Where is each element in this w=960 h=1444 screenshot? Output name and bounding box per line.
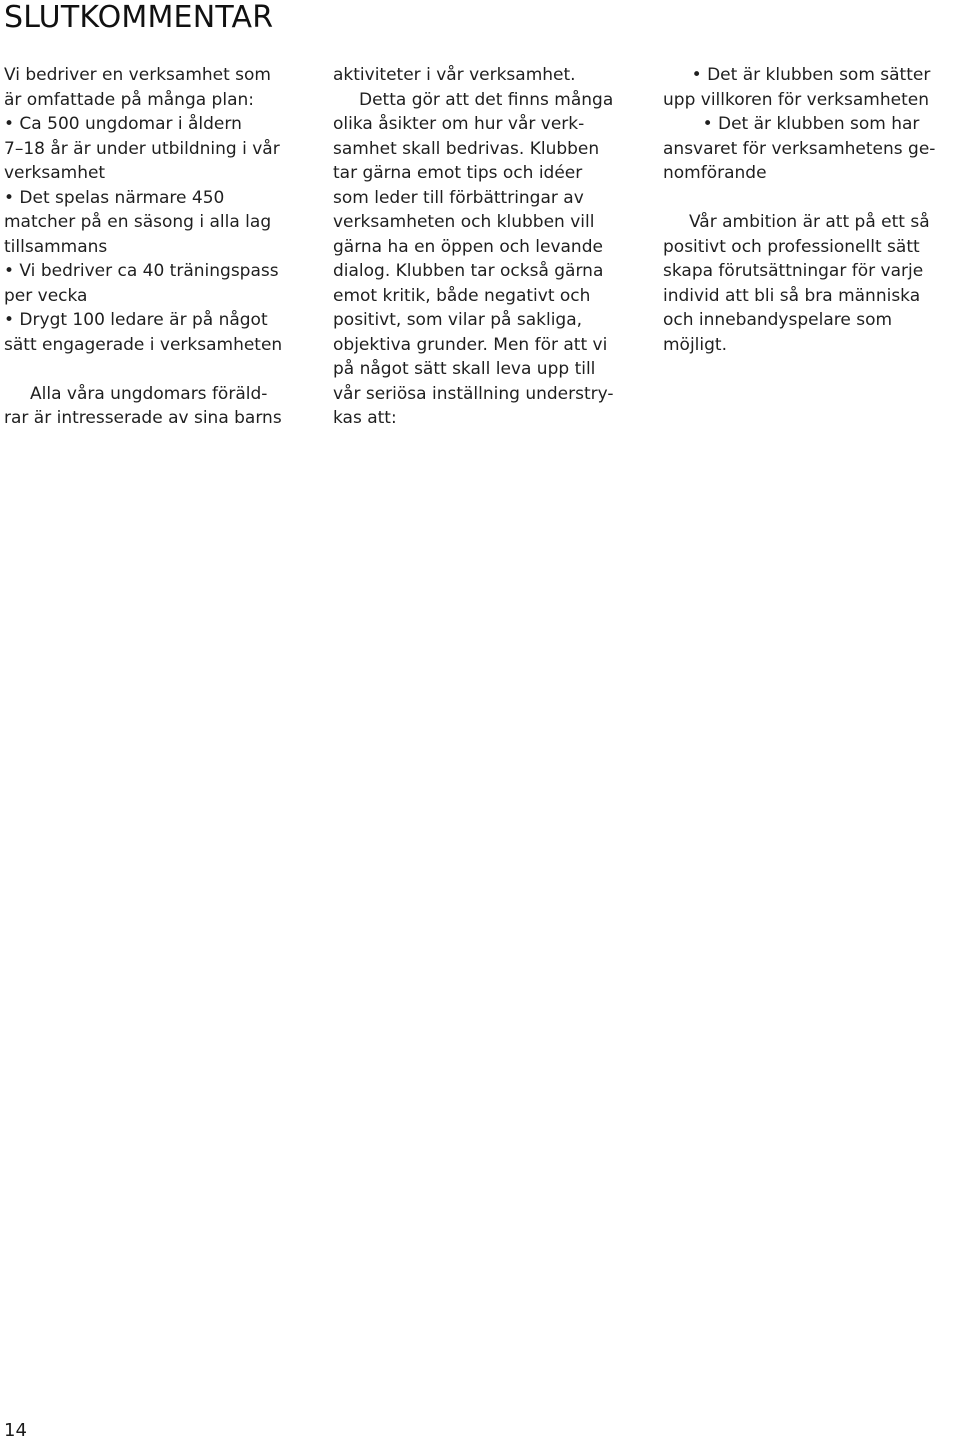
text-line: aktiviteter i vår verksamhet. <box>333 65 576 85</box>
text-line: Vi bedriver en verksamhet som <box>4 65 271 85</box>
text-line: dialog. Klubben tar också gärna <box>333 261 604 281</box>
text-column-3 <box>663 63 959 357</box>
text-line: rar är intresserade av sina barns <box>4 408 282 428</box>
text-line: per vecka <box>4 285 88 306</box>
page-number: 14 <box>4 1420 27 1441</box>
text-line: skapa förutsättningar för varje <box>663 261 924 281</box>
text-line: emot kritik, både negativt och <box>333 285 591 306</box>
text-line: objektiva grunder. Men för att vi <box>333 334 608 355</box>
bullet-item: • Det är klubben som har <box>702 114 920 134</box>
page-title: SLUTKOMMENTAR <box>4 0 274 35</box>
text-line: 7–18 år är under utbildning i vår <box>4 138 280 159</box>
text-line: positivt och professionellt sätt <box>663 236 920 257</box>
text-line: matcher på en säsong i alla lag <box>4 212 272 232</box>
text-line: Vår ambition är att på ett så <box>689 212 930 232</box>
text-line: är omfattade på många plan: <box>4 89 254 110</box>
text-line: tar gärna emot tips och idéer <box>333 163 583 183</box>
text-line: nomförande <box>663 163 767 183</box>
text-line: vår seriösa inställning understry- <box>333 383 614 404</box>
text-line: kas att: <box>333 408 397 428</box>
bullet-item: • Drygt 100 ledare är på något <box>4 310 268 330</box>
text-line: sätt engagerade i verksamheten <box>4 334 283 355</box>
text-line: verksamhet <box>4 163 106 183</box>
bullet-item: • Vi bedriver ca 40 träningspass <box>4 261 279 281</box>
paragraph-gap <box>663 186 959 211</box>
bullet-item: • Det spelas närmare 450 <box>4 187 225 208</box>
text-line: upp villkoren för verksamheten <box>663 89 929 110</box>
text-column-1 <box>4 63 322 431</box>
text-line: ansvaret för verksamhetens ge- <box>663 138 936 159</box>
text-line: Alla våra ungdomars föräld- <box>30 383 268 404</box>
text-line: positivt, som vilar på sakliga, <box>333 310 583 330</box>
paragraph-gap <box>4 357 322 382</box>
text-line: möjligt. <box>663 334 727 355</box>
text-line: individ att bli så bra människa <box>663 285 921 306</box>
bullet-item: • Ca 500 ungdomar i åldern <box>4 114 242 134</box>
text-line: olika åsikter om hur vår verk- <box>333 114 585 134</box>
text-line: verksamheten och klubben vill <box>333 212 595 232</box>
text-column-2 <box>333 63 651 431</box>
bullet-item: • Det är klubben som sätter <box>691 65 931 85</box>
text-line: gärna ha en öppen och levande <box>333 236 603 257</box>
text-line: på något sätt skall leva upp till <box>333 359 596 379</box>
text-line: och innebandyspelare som <box>663 310 893 330</box>
text-line: tillsammans <box>4 236 108 257</box>
text-line: samhet skall bedrivas. Klubben <box>333 138 600 159</box>
text-line: Detta gör att det finns många <box>359 89 614 110</box>
text-line: som leder till förbättringar av <box>333 187 584 208</box>
